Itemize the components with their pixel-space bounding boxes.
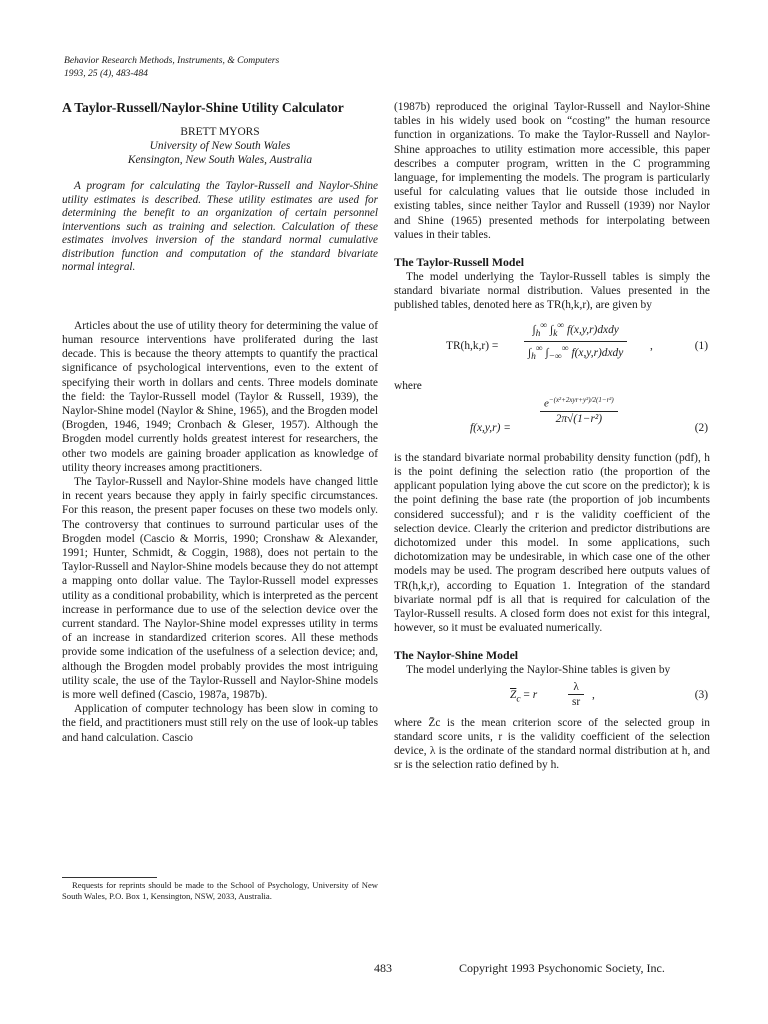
- equation-1-lhs: TR(h,k,r) =: [446, 339, 499, 352]
- body-paragraph: Application of computer technology has been slow in coming to the field, and practitioners must still rely on the use of look-up tables and hand calculation. Cascio: [62, 703, 378, 744]
- journal-volume: 1993, 25 (4), 483-484: [64, 67, 148, 79]
- equation-1: TR(h,k,r) = $\int_h^\infty$ $\int_k^\infty$ f(x,y,r)dxdy $\int_h^\infty$ $\int_{-\infty}^\infty$ f(x,y,r)dxdy , (1): [394, 317, 710, 377]
- body-paragraph: The Taylor-Russell and Naylor-Shine models have changed little in recent years because they apply in fairly specific circumstances. For this reason, the present paper focuses on these two models only. The controversy that continues to surround particular uses of the Brogden model (Cascio & Morris, 1990; Cronshaw & Alexander, 1991; Hunter, Schmidt, & Coggin, 1988), does not pertain to the Taylor-Russell and Naylor-Shine models because they do not attempt a mapping onto dollar value. The Taylor-Russell model expresses utility as a conditional probability, which is interpreted as the percent increase in performance due to use of the selection device over the current standard. The Naylor-Shine model expresses utility in terms of an increase in standardized criterion scores. All these methods provide some indication of the usefulness of a selection device; and, although the Brogden model probably provides the most intriguing utility scale, the use of the Taylor-Russell and Naylor-Shine models is more well defined (Cascio, 1987a, 1987b).: [62, 475, 378, 701]
- copyright-notice: Copyright 1993 Psychonomic Society, Inc.: [459, 961, 665, 975]
- equation-2: [394, 393, 710, 451]
- footnote: Requests for reprints should be made to the School of Psychology, University of New South Wales, P.O. Box 1, Kensington, NSW, 2033, Australia.: [62, 880, 378, 901]
- body-paragraph: The model underlying the Taylor-Russell tables is simply the standard bivariate normal distribution. Values presented in the published tables, denoted here as TR(h,k,r), are given by: [394, 271, 710, 312]
- equation-3: $\overline{Z}_c = r$ $\frac{\lambda}{sr}$ , (3): [510, 680, 708, 708]
- equation-1-fraction: $\int_h^\infty$ $\int_k^\infty$ f(x,y,r)dxdy $\int_h^\infty$ $\int_{-\infty}^\infty$ f(x,y,r)dxdy: [524, 319, 627, 365]
- affiliation-university: University of New South Wales: [149, 140, 291, 152]
- equation-3-number: (3): [694, 688, 708, 701]
- body-paragraph: The model underlying the Naylor-Shine tables is given by: [406, 664, 671, 677]
- equation-1-number: (1): [694, 339, 708, 352]
- section-heading-naylor-shine: The Naylor-Shine Model: [394, 648, 519, 663]
- abstract: A program for calculating the Taylor-Russell and Naylor-Shine utility estimates is described. These utility estimates are used for determining the benefit to an organization of certain personnel interventions such as training and selection. Calculation of these estimates involves inversion of the standard normal cumulative distribution function and computation of the standard bivariate normal integral.: [62, 180, 378, 273]
- page-number: 483: [374, 961, 392, 975]
- journal-name: Behavior Research Methods, Instruments, & Computers: [64, 55, 280, 66]
- affiliation-location: Kensington, New South Wales, Australia: [127, 154, 313, 166]
- body-paragraph: Articles about the use of utility theory for determining the value of human resource interventions have proliferated during the last decade. This is because the theory attempts to quantify the practical significance of psychological interventions, even to the extent of specifying their worth in dollars and cents. Three models dominate the field: the Taylor-Russell model (Taylor & Russell, 1939), the Naylor-Shine model (Naylor & Shine, 1965), and the Brogden model (Brogden, 1946, 1949; Cronbach & Gleser, 1957). Although the Brogden model currently holds greatest interest for researchers, the other two models are gaining broader application as knowledge of utility theory increases among practitioners.: [62, 319, 378, 474]
- left-column: [62, 100, 378, 745]
- section-heading-taylor-russell: The Taylor-Russell Model: [394, 255, 524, 270]
- body-paragraph: is the standard bivariate normal probability density function (pdf), h is the point defining the selection ratio (the proportion of the applicant population lying above the cut score on the predictor); k is the point defining the base rate (the proportion of job incumbents considered successful); and r is the validity coefficient of the selection device. Clearly the criterion and predictor distributions are dichotomized under this model. In some applications, such dichotomization may be undesirable, in which case one of the other models may be used. The program described here outputs values of TR(h,k,r), according to Equation 1. Integration of the standard bivariate normal pdf is all that is required for calculation of the Taylor-Russell results. A closed form does not exist for this integral, however, so it must be evaluated numerically.: [394, 451, 710, 635]
- equation-3-expression: $\overline{Z}_c = r$: [510, 688, 538, 704]
- equation-3-fraction: $\frac{\lambda}{sr}$: [568, 680, 584, 709]
- equation-2-lhs: f(x,y,r) =: [470, 421, 511, 434]
- body-paragraph: where Z̄c is the mean criterion score of the selected group in standard score units, r is the validity coefficient of the selection device, λ is the ordinate of the standard normal distribution at h, and sr is the selection ratio defined by h.: [394, 716, 710, 772]
- article-title: A Taylor-Russell/Naylor-Shine Utility Calculator: [62, 100, 344, 115]
- body-paragraph: (1987b) reproduced the original Taylor-Russell and Naylor-Shine tables in his widely used book on “costing” the human resource function in organizations. To make the Taylor-Russell and Naylor-Shine approaches to utility estimation more accessible, this paper describes a computer program, written in the C programming language, for implementing the models. The program is particularly useful for calculating values that lie outside those included in existing tables, since neither Taylor and Russell (1939) nor Naylor and Shine (1965) presented methods for interpolating between values in their tables.: [394, 101, 710, 241]
- footnote-rule: [62, 877, 157, 878]
- journal-header: [64, 55, 279, 80]
- author-name: BRETT MYORS: [180, 126, 260, 138]
- where-label: where: [394, 379, 422, 392]
- right-column: [394, 100, 710, 773]
- equation-2-fraction: $e^{-(x^2+2xyr+y^2)/2(1-r^2)}$ 2π√(1−r²): [540, 393, 618, 426]
- equation-2-number: (2): [694, 421, 708, 434]
